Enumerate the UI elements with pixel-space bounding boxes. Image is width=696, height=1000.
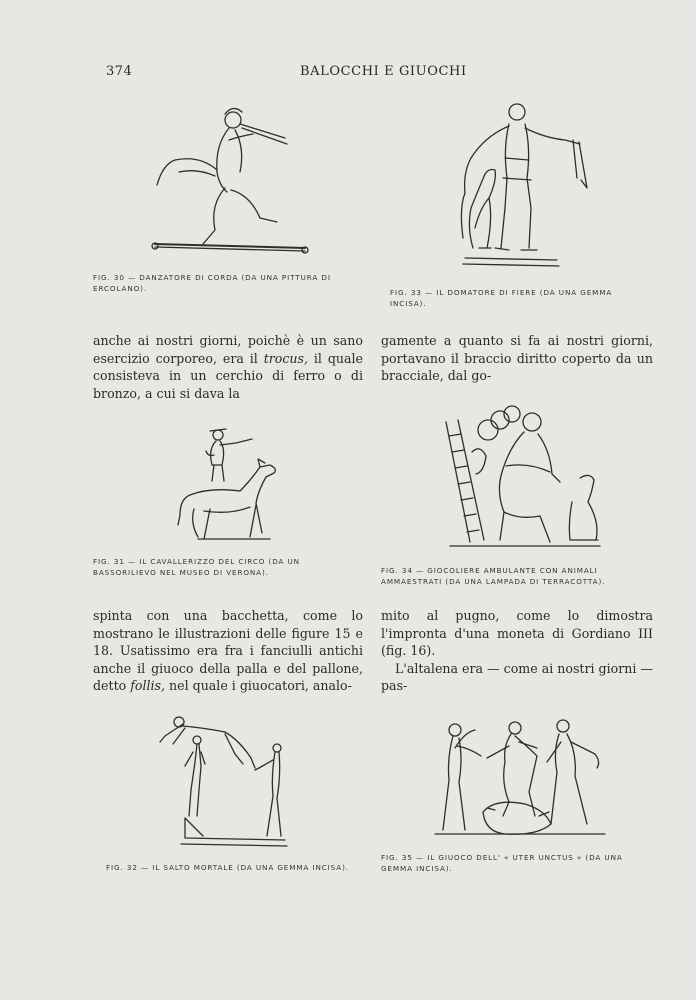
paragraph: mito al pugno, come lo dimostra l'impronta d'una moneta di Gordiano III (fig. 16). bbox=[381, 608, 653, 658]
text-span: il quale consisteva in un cerchio di ferro o di bronzo, a cui si dava la bbox=[93, 350, 363, 401]
text-block-2-left bbox=[93, 607, 363, 695]
figure-30-caption: FIG. 30 — DANZATORE DI CORDA (DA UNA PITTURA DI ERCOLANO). bbox=[93, 273, 331, 293]
text-span: spinta con una bacchetta, come lo mostrano le illustrazioni delle figure 15 e 18. Usatissimo era fra i fanciulli antichi anche il giuoco della palla e del pallone, detto bbox=[93, 608, 363, 693]
figure-33-illustration bbox=[445, 98, 595, 268]
italic-term-follis: follis, bbox=[130, 678, 166, 693]
figure-33-caption: FIG. 33 — IL DOMATORE DI FIERE (DA UNA GEMMA INCISA). bbox=[390, 288, 613, 308]
paragraph: gamente a quanto si fa ai nostri giorni, portavano il braccio diritto coperto da un bracciale, dal go- bbox=[381, 333, 653, 383]
page-number: 374 bbox=[106, 64, 133, 79]
text-span: anche ai nostri giorni, poichè è un sano esercizio corporeo, era il bbox=[93, 333, 363, 366]
text-block-1-right bbox=[381, 332, 653, 385]
text-block-1-left bbox=[93, 332, 363, 402]
running-title: BALOCCHI E GIUOCHI bbox=[300, 64, 467, 79]
figure-34-caption: FIG. 34 — GIOCOLIERE AMBULANTE CON ANIMALI AMMAESTRATI (DA UNA LAMPADA DI TERRACOTTA). bbox=[381, 566, 606, 586]
figure-35-caption: FIG. 35 — IL GIUOCO DELL' « UTER UNCTUS » (DA UNA GEMMA INCISA). bbox=[381, 853, 623, 873]
figure-31-caption: FIG. 31 — IL CAVALLERIZZO DEL CIRCO (DA UN BASSORILIEVO NEL MUSEO DI VERONA). bbox=[93, 557, 300, 577]
figure-32-illustration bbox=[155, 712, 295, 852]
figure-32-caption: FIG. 32 — IL SALTO MORTALE (DA UNA GEMMA INCISA). bbox=[106, 863, 349, 872]
italic-term-trocus: trocus, bbox=[263, 350, 308, 366]
text-block-2-right bbox=[381, 607, 653, 695]
figure-31-illustration bbox=[170, 425, 290, 545]
figure-30-illustration bbox=[145, 100, 315, 260]
text-span: nel quale i giuocatori, analo- bbox=[165, 678, 352, 693]
figure-34-illustration bbox=[440, 402, 610, 552]
figure-35-illustration bbox=[425, 712, 615, 842]
paragraph: L'altalena era — come ai nostri giorni — pas- bbox=[381, 660, 653, 693]
